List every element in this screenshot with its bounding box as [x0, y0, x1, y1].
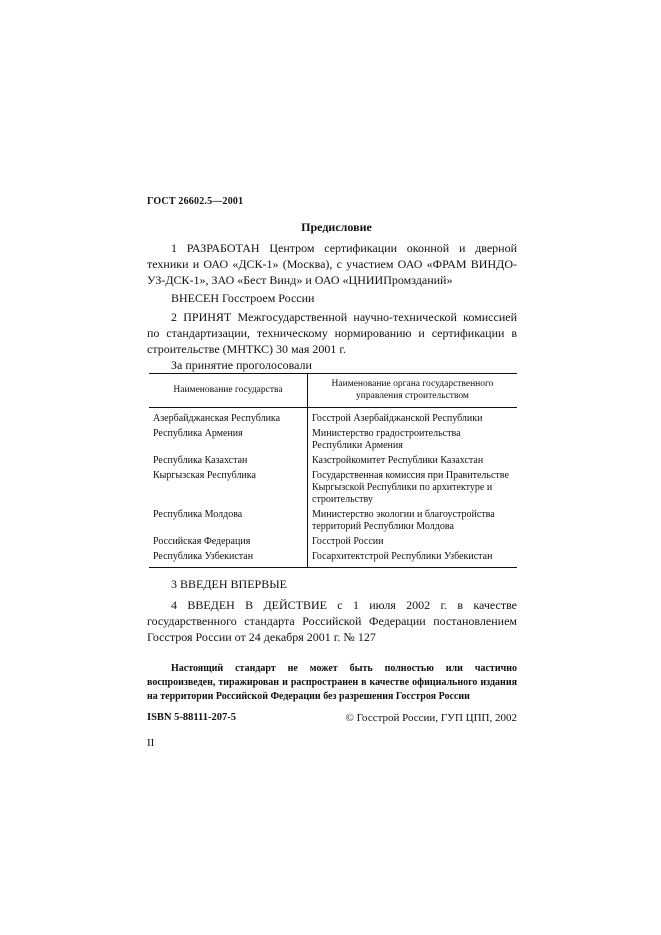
state-cell: Азербайджанская Республика	[149, 408, 308, 428]
page-title: Предисловие	[301, 220, 372, 234]
introduced-paragraph: ВНЕСЕН Госстроем России	[171, 291, 315, 305]
column-header-state: Наименование государства	[149, 374, 308, 408]
authority-cell: Государственная комиссия при Правительстве Кыргызской Республики по архитектуре и строительству	[312, 470, 509, 505]
table-row	[149, 469, 517, 508]
column-header-authority: Наименование органа государственного управления строительством	[308, 374, 518, 408]
standard-code: ГОСТ 26602.5—2001	[147, 196, 244, 207]
adopted-paragraph: 2 ПРИНЯТ Межгосударственной научно-технической комиссией по стандартизации, техническому нормированию и сертификации в строительстве (МНТКС) 30 мая 2001 г.	[147, 310, 517, 356]
reproduction-notice: Настоящий стандарт не может быть полностью или частично воспроизведен, тиражирован и распространен в качестве официального издания на территории Российской Федерации без разрешения Госстроя России	[147, 663, 517, 702]
state-cell: Республика Казахстан	[149, 454, 308, 469]
effective-paragraph: 4 ВВЕДЕН В ДЕЙСТВИЕ с 1 июля 2002 г. в качестве государственного стандарта Российской Федерации постановлением Госстроя России от 24 декабря 2001 г. № 127	[147, 598, 517, 644]
table-row	[149, 454, 517, 469]
table-row	[149, 550, 517, 568]
state-cell: Республика Молдова	[149, 508, 308, 535]
table-row	[149, 427, 517, 454]
voted-paragraph: За принятие проголосовали	[171, 358, 312, 372]
table-row	[149, 535, 517, 550]
state-cell: Республика Узбекистан	[149, 550, 308, 568]
authority-cell: Министерство экологии и благоустройства территорий Республики Молдова	[312, 509, 495, 532]
authority-cell: Госстрой Азербайджанской Республики	[312, 413, 483, 424]
authority-cell: Госстрой России	[312, 536, 384, 547]
isbn-number: ISBN 5-88111-207-5	[147, 712, 236, 723]
table-row	[149, 508, 517, 535]
first-time-paragraph: 3 ВВЕДЕН ВПЕРВЫЕ	[171, 577, 287, 591]
state-cell: Кыргызская Республика	[149, 469, 308, 508]
page-number: II	[147, 737, 155, 749]
table-row	[149, 408, 517, 428]
state-cell: Российская Федерация	[149, 535, 308, 550]
authority-cell: Госархитектстрой Республики Узбекистан	[312, 551, 493, 562]
copyright-line: © Госстрой России, ГУП ЦПП, 2002	[345, 712, 517, 724]
authority-cell: Министерство градостроительства Республики Армения	[312, 428, 461, 451]
state-cell: Республика Армения	[149, 427, 308, 454]
table-header-row	[149, 374, 517, 408]
developed-paragraph: 1 РАЗРАБОТАН Центром сертификации оконной и дверной техники и ОАО «ДСК-1» (Москва), с участием ОАО «ФРАМ ВИНДО-УЗ-ДСК-1», ЗАО «Бест Винд» и ОАО «ЦНИИПромзданий»	[147, 241, 517, 287]
voting-table	[149, 373, 517, 568]
authority-cell: Казстройкомитет Республики Казахстан	[312, 455, 484, 466]
